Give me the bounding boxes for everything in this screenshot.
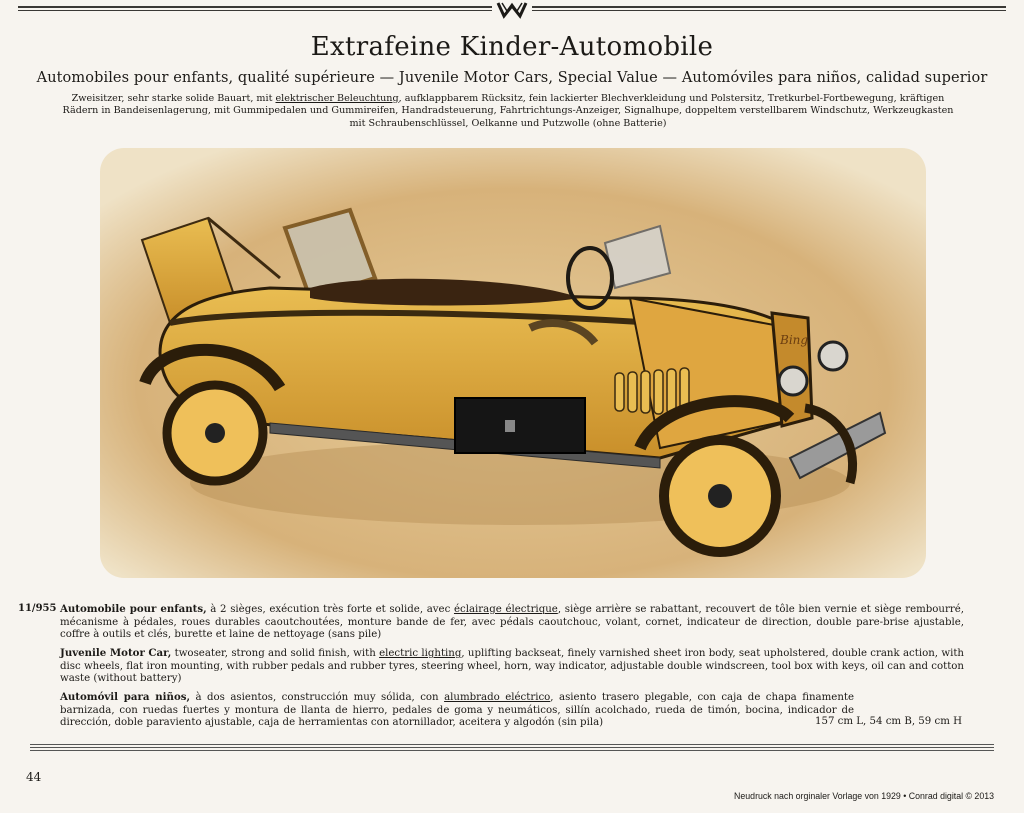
description-french: Automobile pour enfants, à 2 sièges, exécution très forte et solide, avec éclairage électrique, siège arrière se rabattant, recouvert de tôle bien vernie et siège rembourré, mécanisme à pédales, roues durables caoutchoutées, monture bande de fer, avec pédals caoutchouc, volant, cornet, indicateur de direction, double pare-brise ajustable, coffre à outils et clés, burette et laine de nettoyage (sans pile) [60,603,964,641]
description-spanish: Automóvil para niños, à dos asientos, construcción muy sólida, con alumbrado eléctrico, asiento trasero plegable, con caja de chapa finamente barnizada, con ruedas fuertes y montura de llanta de hierro, pedales de goma y neumáticos, sillín acolchado, rueda de timón, bocina, indicador de dirección, doble paraviento ajustable, caja de herramientas con atornillador, aceitera y algodón (sin pila) [60,691,854,729]
front-wheel [664,440,776,552]
description-english: Juvenile Motor Car, twoseater, strong and solid finish, with electric lighting, uplifting backseat, finely varnished sheet iron body, seat upholstered, double crank action, with disc wheels, flat iron mounting, with rubber pedals and rubber tyres, steering wheel, horn, way indicator, adjustable double windscreen, tool box with keys, oil can and cotton waste (without battery) [60,647,964,685]
dimensions: 157 cm L, 54 cm B, 59 cm H [815,716,962,727]
bottom-rule [30,744,994,754]
ww-logo-icon [492,0,532,20]
reprint-credit: Neudruck nach orginaler Vorlage von 1929 • Conrad digital © 2013 [734,791,994,801]
page-title: Extrafeine Kinder-Automobile [310,32,714,62]
page-subtitle: Automobiles pour enfants, qualité supérieure — Juvenile Motor Cars, Special Value — Automóviles para niños, calidad superior [36,70,988,86]
rear-wheel [167,385,263,481]
item-number: 11/955 [18,603,57,614]
bing-emblem: Bing [780,333,809,347]
pedal-car-illustration [100,148,926,578]
page-number: 44 [26,770,42,784]
description-german: Zweisitzer, sehr starke solide Bauart, mit elektrischer Beleuchtung, aufklappbarem Rücksitz, fein lackierter Blechverkleidung und Polstersitz, Tretkurbel-Fortbewegung, kräftigen Rädern in Bandeisenlagerung, mit Gummipedalen und Gummireifen, Handradsteuerung, Fahrtrichtungs-Anzeiger, Signalhupe, doppeltem verstellbarem Windschutz, Werkzeugkasten mit Schraubenschlüssel, Oelkanne und Putzwolle (ohne Batterie) [62,93,954,129]
